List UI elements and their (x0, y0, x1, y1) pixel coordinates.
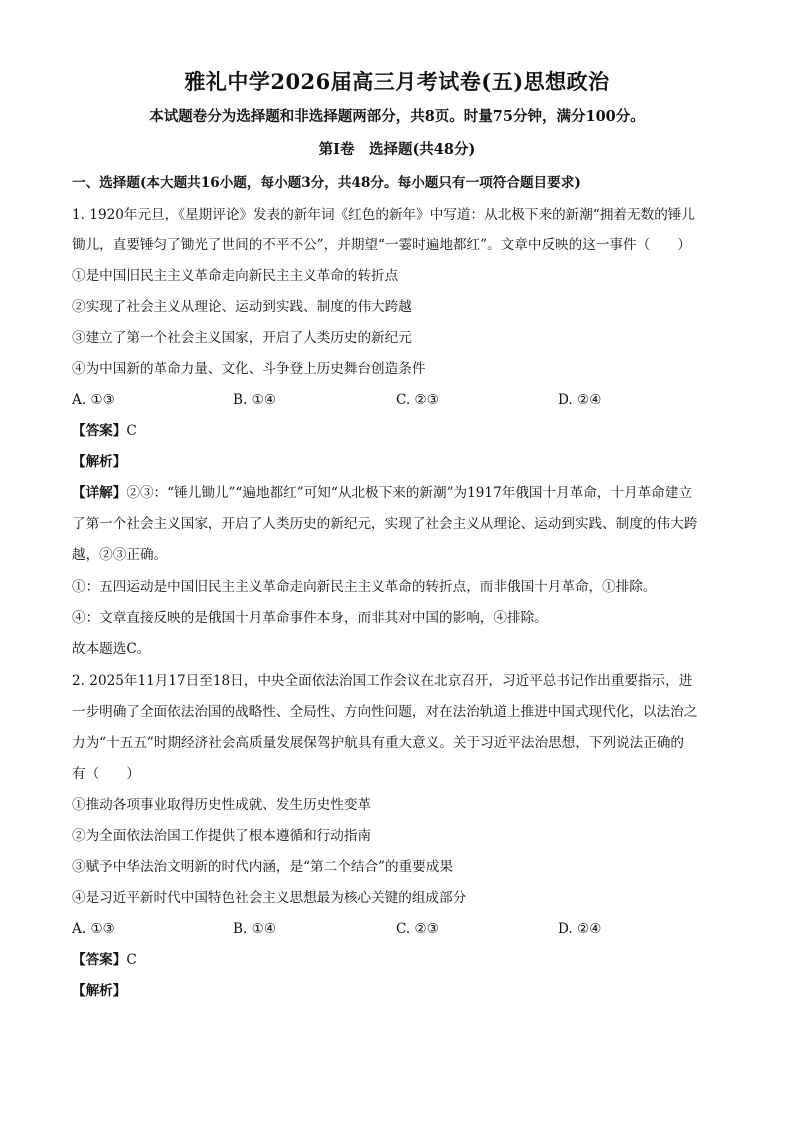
q1-conclusion: 故本题选C。 (72, 641, 151, 657)
q1-exclude-2: ④：文章直接反映的是俄国十月革命事件本身，而非其对中国的影响，④排除。 (72, 610, 548, 626)
answer-tag: 【答案】 (72, 423, 127, 439)
q1-exclude-1: ①：五四运动是中国旧民主主义革命走向新民主主义革命的转折点，而非俄国十月革命，①排除。 (72, 579, 657, 595)
answer-value: C (126, 952, 137, 968)
detail-text: ②③：“锤儿锄儿”“遍地都红”可知“从北极下来的新潮”为1917年俄国十月革命，十月革命建立 (126, 485, 693, 501)
q1-item-1: ①是中国旧民主主义革命走向新民主主义革命的转折点 (72, 268, 399, 284)
q1-item-4: ④为中国新的革命力量、文化、斗争登上历史舞台创造条件 (72, 361, 426, 377)
q2-option-c: C. ②③ (396, 921, 439, 937)
q2-analysis-tag: 【解析】 (72, 983, 127, 999)
q1-detail-line2: 了第一个社会主义国家，开启了人类历史的新纪元，实现了社会主义从理论、运动到实践、制度的伟大跨 (72, 516, 698, 532)
q1-stem-line1: 1. 1920年元旦，《星期评论》发表的新年词《红色的新年》中写道：从北极下来的新潮“拥着无数的锤儿 (72, 207, 695, 223)
q2-option-d: D. ②④ (558, 921, 602, 937)
section-heading: 一、选择题(本大题共16小题，每小题3分，共48分。每小题只有一项符合题目要求) (72, 175, 581, 191)
q1-answer (72, 420, 732, 442)
q1-detail-line3: 越，②③正确。 (72, 547, 168, 563)
q2-stem-line4: 有（ ） (72, 766, 140, 782)
q2-item-1: ①推动各项事业取得历史性成就、发生历史性变革 (72, 797, 372, 813)
volume-heading: 第Ⅰ卷 选择题(共48分) (318, 141, 476, 158)
q2-item-3: ③赋予中华法治文明新的时代内涵，是“第二个结合”的重要成果 (72, 859, 453, 875)
q2-item-4: ④是习近平新时代中国特色社会主义思想最为核心关键的组成部分 (72, 890, 467, 906)
q1-option-a: A. ①③ (72, 392, 115, 408)
q2-item-2: ②为全面依法治国工作提供了根本遵循和行动指南 (72, 828, 372, 844)
answer-value: C (126, 423, 137, 439)
detail-tag: 【详解】 (72, 485, 127, 501)
q1-stem-line2: 锄儿，直要锤匀了锄光了世间的不平不公”，并期望“一霎时遍地都红”。文章中反映的这一事件（ ） (72, 237, 691, 253)
answer-tag: 【答案】 (72, 952, 127, 968)
q1-item-3: ③建立了第一个社会主义国家，开启了人类历史的新纪元 (72, 330, 412, 346)
page-title: 雅礼中学2026届高三月考试卷(五)思想政治 (184, 69, 610, 94)
q1-item-2: ②实现了社会主义从理论、运动到实践、制度的伟大跨越 (72, 299, 412, 315)
q1-option-b: B. ①④ (233, 392, 277, 408)
q2-answer (72, 949, 732, 971)
q1-detail-line1 (72, 482, 732, 504)
q2-stem-line2: 一步明确了全面依法治国的战略性、全局性、方向性问题，对在法治轨道上推进中国式现代化，以法治之 (72, 704, 698, 720)
q1-option-c: C. ②③ (396, 392, 439, 408)
q1-option-d: D. ②④ (558, 392, 602, 408)
q2-stem-line1: 2. 2025年11月17日至18日，中央全面依法治国工作会议在北京召开，习近平总书记作出重要指示，进 (72, 673, 693, 689)
q1-analysis-tag: 【解析】 (72, 454, 127, 470)
q2-option-b: B. ①④ (233, 921, 277, 937)
exam-instructions: 本试题卷分为选择题和非选择题两部分，共8页。时量75分钟，满分100分。 (149, 108, 645, 125)
q2-stem-line3: 力为“十五五”时期经济社会高质量发展保驾护航具有重大意义。关于习近平法治思想，下列说法正确的 (72, 735, 685, 751)
q2-option-a: A. ①③ (72, 921, 115, 937)
